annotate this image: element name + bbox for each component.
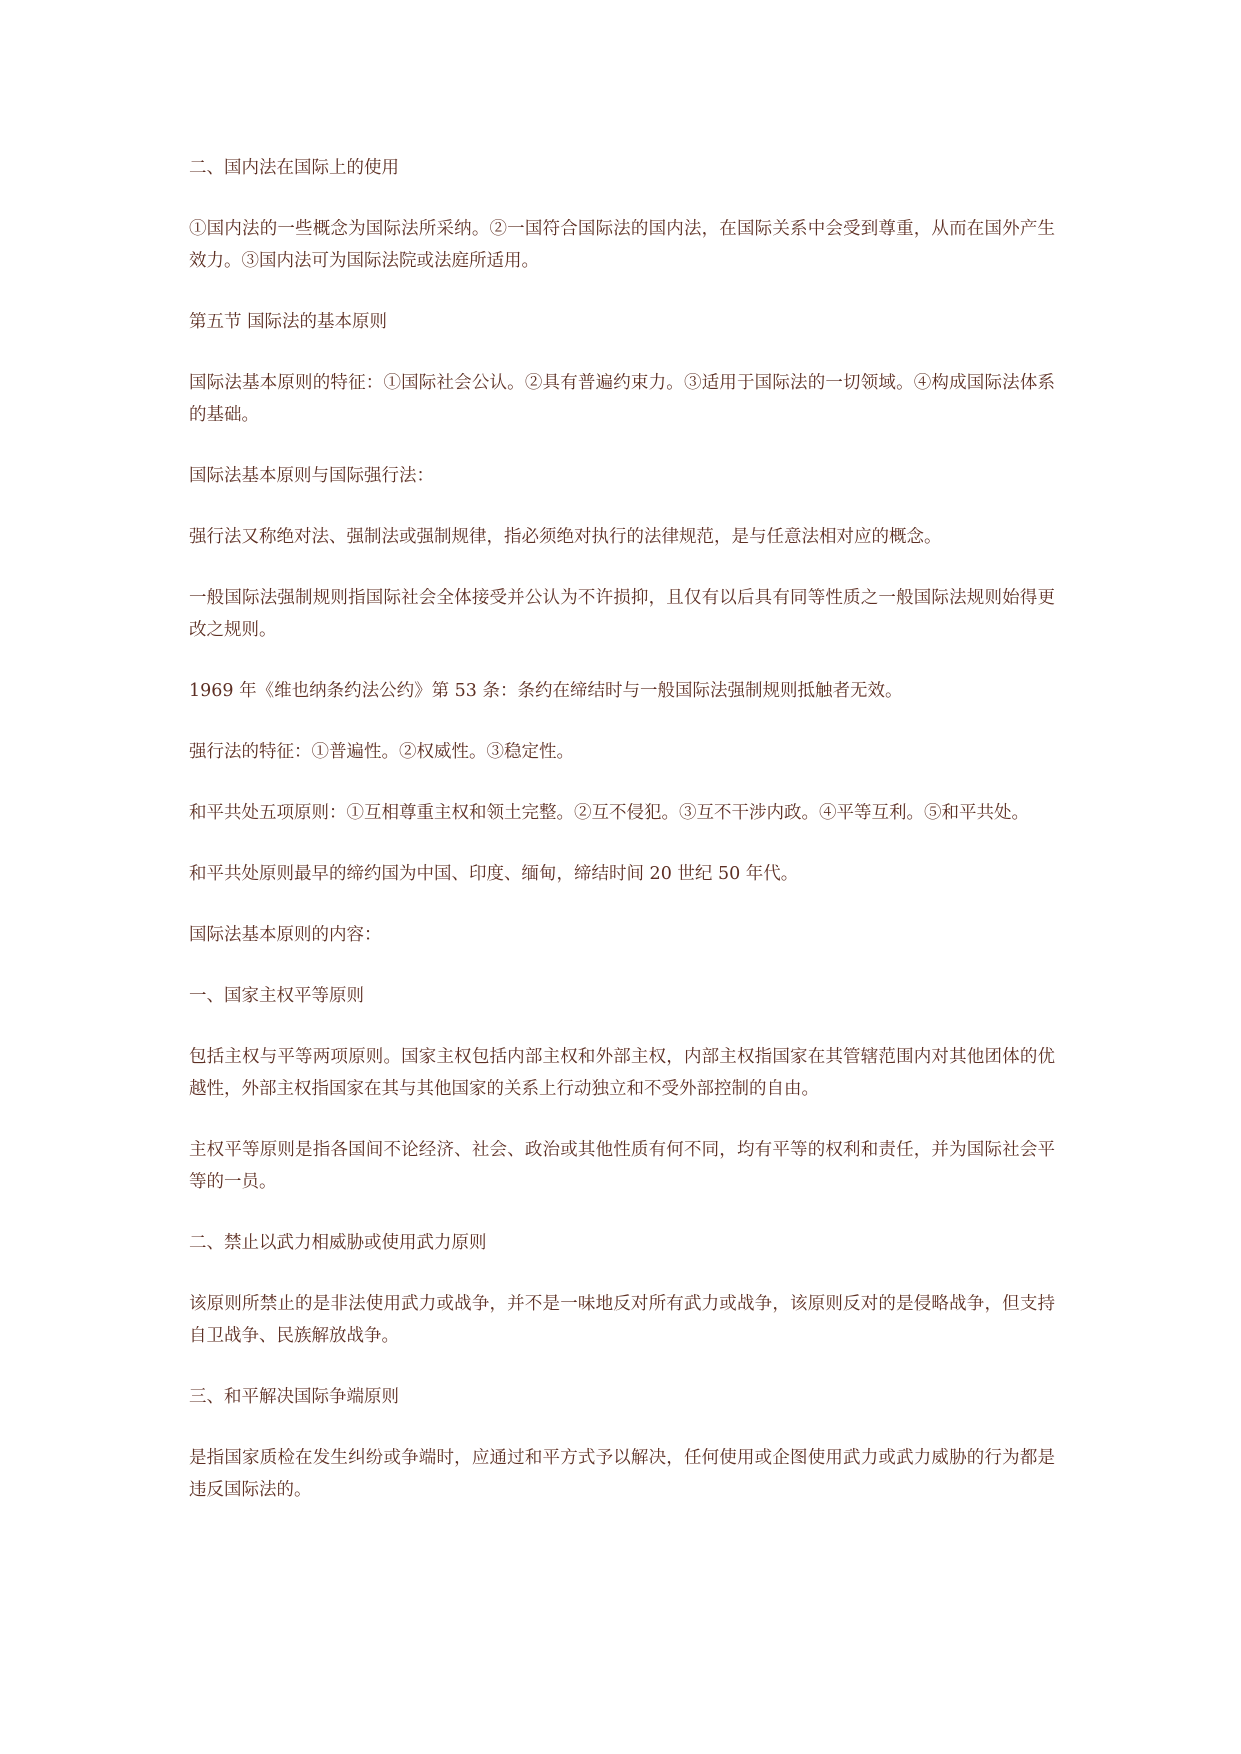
document-page [189,152,1055,1535]
paragraph-jus-cogens-features: 强行法的特征：①普遍性。②权威性。③稳定性。 [189,742,574,762]
paragraph-peaceful-settlement: 是指国家质检在发生纠纷或争端时，应通过和平方式予以解决，任何使用或企图使用武力或武力威胁的行为都是违反国际法的。 [189,1448,1055,1500]
paragraph-vienna-convention: 1969 年《维也纳条约法公约》第 53 条：条约在缔结时与一般国际法强制规则抵触者无效。 [189,681,903,701]
paragraph-five-principles-parties: 和平共处原则最早的缔约国为中国、印度、缅甸，缔结时间 20 世纪 50 年代。 [189,864,799,884]
section-heading-sovereign-equality: 一、国家主权平等原则 [189,986,364,1006]
section-heading-domestic-law-use: 二、国内法在国际上的使用 [189,158,399,178]
section-heading-prohibition-of-force: 二、禁止以武力相威胁或使用武力原则 [189,1233,487,1253]
paragraph-prohibition-of-force: 该原则所禁止的是非法使用武力或战争，并不是一味地反对所有武力或战争，该原则反对的是侵略战争，但支持自卫战争、民族解放战争。 [189,1294,1055,1346]
paragraph-sovereignty: 包括主权与平等两项原则。国家主权包括内部主权和外部主权，内部主权指国家在其管辖范围内对其他团体的优越性，外部主权指国家在其与其他国家的关系上行动独立和不受外部控制的自由。 [189,1047,1055,1099]
paragraph-peremptory-norm: 一般国际法强制规则指国际社会全体接受并公认为不许损抑，且仅有以后具有同等性质之一般国际法规则始得更改之规则。 [189,588,1055,640]
section-heading-peaceful-settlement: 三、和平解决国际争端原则 [189,1387,399,1407]
paragraph-domestic-law-items: ①国内法的一些概念为国际法所采纳。②一国符合国际法的国内法，在国际关系中会受到尊重，从而在国外产生效力。③国内法可为国际法院或法庭所适用。 [189,219,1055,271]
section-heading-fifth-section: 第五节 国际法的基本原则 [189,312,388,332]
paragraph-sovereign-equality: 主权平等原则是指各国间不论经济、社会、政治或其他性质有何不同，均有平等的权利和责任，并为国际社会平等的一员。 [189,1140,1055,1192]
paragraph-jus-cogens-intro: 国际法基本原则与国际强行法： [189,466,434,486]
paragraph-jus-cogens-definition: 强行法又称绝对法、强制法或强制规律，指必须绝对执行的法律规范，是与任意法相对应的概念。 [189,527,942,547]
paragraph-principle-features: 国际法基本原则的特征：①国际社会公认。②具有普遍约束力。③适用于国际法的一切领域。④构成国际法体系的基础。 [189,373,1055,425]
paragraph-principle-contents: 国际法基本原则的内容： [189,925,382,945]
paragraph-five-principles: 和平共处五项原则：①互相尊重主权和领土完整。②互不侵犯。③互不干涉内政。④平等互利。⑤和平共处。 [189,803,1029,823]
